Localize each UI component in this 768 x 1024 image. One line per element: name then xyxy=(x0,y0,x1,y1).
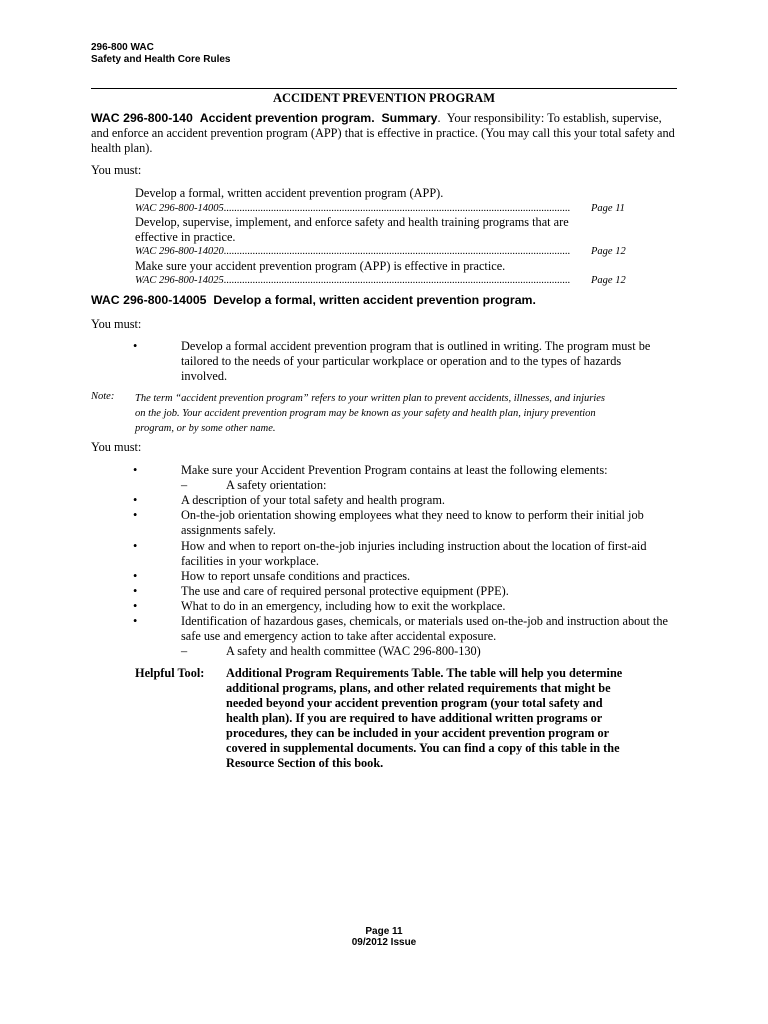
list-item: Identification of hazardous gases, chemicals, or materials used on-the-job and instruction about the safe use and emergency action to take after accidental exposure. xyxy=(181,614,668,643)
note-label: Note: xyxy=(91,391,115,402)
summary-label: Summary xyxy=(381,111,438,125)
summary-ref-2: WAC 296-800-14020.................................................................................................................................... xyxy=(135,246,571,257)
you-must-label: You must: xyxy=(91,163,142,177)
summary-item-2: Develop, supervise, implement, and enforce safety and health training programs that are effective in practice. xyxy=(135,215,569,244)
page-number: Page 11 xyxy=(365,926,403,937)
summary-heading: Accident prevention program xyxy=(199,111,372,125)
elements-intro: Make sure your Accident Prevention Program contains at least the following elements: xyxy=(181,463,608,477)
ref-page-2: Page 12 xyxy=(591,246,626,257)
header-line-1: 296-800 WAC xyxy=(91,42,154,53)
sub-dash: – xyxy=(181,644,188,658)
header-rule xyxy=(91,88,677,89)
summary-ref-3: WAC 296-800-14025.................................................................................................................................... xyxy=(135,275,571,286)
ref-code: WAC 296-800-14020 xyxy=(135,246,224,257)
bullet-marker: • xyxy=(133,614,138,628)
section-heading xyxy=(91,293,536,308)
section-code: WAC 296-800-14005 xyxy=(91,293,207,307)
list-item: What to do in an emergency, including how to exit the workplace. xyxy=(181,599,506,613)
ref-page-3: Page 12 xyxy=(591,275,626,286)
section-title: Develop a formal, written accident prevention program. xyxy=(213,293,536,307)
ref-code: WAC 296-800-14005 xyxy=(135,203,224,214)
you-must-label: You must: xyxy=(91,317,142,331)
bullet-marker: • xyxy=(133,508,138,522)
header-line-2: Safety and Health Core Rules xyxy=(91,54,231,65)
bullet-marker: • xyxy=(133,339,138,353)
summary-text: Your responsibility: To establish, supervise, and enforce an accident prevention program (APP) that is effective in practice. (You may call this your total safety and health plan). xyxy=(91,111,675,155)
bullet-marker: • xyxy=(133,584,138,598)
bullet-marker: • xyxy=(133,539,138,553)
issue-date: 09/2012 Issue xyxy=(351,937,417,948)
document-header xyxy=(91,42,230,66)
helpful-tool-text: Additional Program Requirements Table. The table will help you determine additional programs, plans, and other related requirements that might be needed beyond your accident prevention program (your total safety and health plan). If you are required to have additional written programs or procedures, they can be included in your accident prevention program or covered in supplemental documents. You can find a copy of this table in the Resource Section of this book. xyxy=(226,666,623,770)
list-item: A description of your total safety and health program. xyxy=(181,493,445,507)
summary-item-1: Develop a formal, written accident prevention program (APP). xyxy=(135,186,444,200)
note-text: The term “accident prevention program” refers to your written plan to prevent accidents, illnesses, and injuries on the job. Your accident prevention program may be known as your safety and health plan, injury prevention program, or by some other name. xyxy=(135,393,606,434)
list-item: The use and care of required personal protective equipment (PPE). xyxy=(181,584,509,598)
bullet-marker: • xyxy=(133,569,138,583)
sub-item-safety-orientation: A safety orientation: xyxy=(226,478,327,492)
bullet-item: Develop a formal accident prevention program that is outlined in writing. The program must be tailored to the needs of your particular workplace or operation and to the types of hazards involved. xyxy=(181,339,651,383)
list-item: On-the-job orientation showing employees what they need to know to perform their initial job assignments safely. xyxy=(181,508,644,537)
bullet-marker: • xyxy=(133,599,138,613)
ref-page-1: Page 11 xyxy=(591,203,625,214)
sub-item-safety-committee: A safety and health committee (WAC 296-800-130) xyxy=(226,644,481,658)
bullet-marker: • xyxy=(133,463,138,477)
list-item: How to report unsafe conditions and practices. xyxy=(181,569,411,583)
summary-paragraph: WAC 296-800-140 Accident prevention program. Summary. Your responsibility: To establish, supervise, and enforce an accident prevention program (APP) that is effective in practice. (You may call this your total safety and health plan). xyxy=(91,111,675,155)
summary-code: WAC 296-800-140 xyxy=(91,111,193,125)
list-item: How and when to report on-the-job injuries including instruction about the location of first-aid facilities in your workplace. xyxy=(181,539,647,568)
page-title: ACCIDENT PREVENTION PROGRAM xyxy=(272,91,495,105)
summary-ref-1: WAC 296-800-14005.................................................................................................................................... xyxy=(135,203,571,214)
you-must-label: You must: xyxy=(91,440,142,454)
sub-dash: – xyxy=(181,478,188,492)
bullet-marker: • xyxy=(133,493,138,507)
helpful-tool-label: Helpful Tool: xyxy=(135,666,205,680)
summary-item-3: Make sure your accident prevention program (APP) is effective in practice. xyxy=(135,259,506,273)
ref-code: WAC 296-800-14025 xyxy=(135,275,224,286)
